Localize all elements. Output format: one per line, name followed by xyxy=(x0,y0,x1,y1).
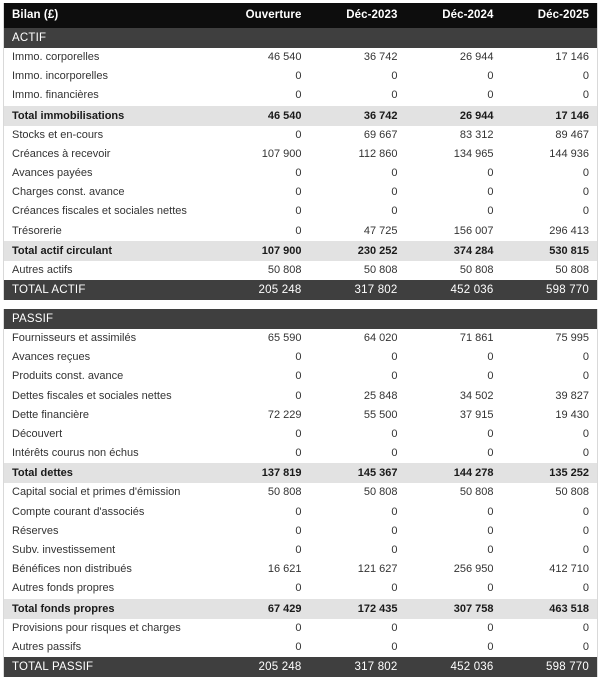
table-row xyxy=(4,261,598,280)
row-value-ouverture: 72 229 xyxy=(214,406,310,425)
table-row xyxy=(4,425,598,444)
row-value-dec2025: 19 430 xyxy=(502,406,598,425)
grand-total-row xyxy=(4,657,598,677)
subtotal-row xyxy=(4,106,598,126)
table-row xyxy=(4,67,598,86)
row-value-dec2025: 0 xyxy=(502,522,598,541)
row-value-dec2025: 17 146 xyxy=(502,106,598,126)
row-label: Dettes fiscales et sociales nettes xyxy=(4,387,214,406)
row-value-dec2024: 50 808 xyxy=(406,483,502,502)
row-value-dec2023: 0 xyxy=(310,522,406,541)
row-value-dec2025: 0 xyxy=(502,164,598,183)
row-value-dec2023: 36 742 xyxy=(310,48,406,67)
row-value-dec2024: 83 312 xyxy=(406,126,502,145)
row-label: Découvert xyxy=(4,425,214,444)
row-value-dec2024: 452 036 xyxy=(406,280,502,300)
row-value-dec2025: 0 xyxy=(502,183,598,202)
table-row xyxy=(4,444,598,463)
row-value-dec2025: 0 xyxy=(502,348,598,367)
table-row xyxy=(4,406,598,425)
row-value-dec2024: 452 036 xyxy=(406,657,502,677)
row-value-dec2024: 0 xyxy=(406,183,502,202)
row-value-dec2024: 256 950 xyxy=(406,560,502,579)
table-header-row xyxy=(4,3,598,28)
balance-sheet-table xyxy=(3,3,598,677)
row-value-ouverture: 0 xyxy=(214,522,310,541)
row-value-dec2025: 463 518 xyxy=(502,599,598,619)
row-value-dec2024: 307 758 xyxy=(406,599,502,619)
row-label: Autres passifs xyxy=(4,638,214,657)
row-value-dec2025: 89 467 xyxy=(502,126,598,145)
row-value-dec2025: 0 xyxy=(502,86,598,105)
row-value-dec2023: 69 667 xyxy=(310,126,406,145)
row-value-ouverture: 67 429 xyxy=(214,599,310,619)
row-label: Total dettes xyxy=(4,463,214,483)
row-value-dec2023: 0 xyxy=(310,444,406,463)
row-value-dec2023: 0 xyxy=(310,579,406,598)
table-row xyxy=(4,329,598,348)
table-head xyxy=(4,3,598,28)
row-value-dec2024: 0 xyxy=(406,367,502,386)
row-value-dec2023: 25 848 xyxy=(310,387,406,406)
row-value-ouverture: 0 xyxy=(214,367,310,386)
subtotal-row xyxy=(4,463,598,483)
row-label: Avances reçues xyxy=(4,348,214,367)
row-value-ouverture: 0 xyxy=(214,619,310,638)
row-value-ouverture: 0 xyxy=(214,86,310,105)
row-value-dec2025: 0 xyxy=(502,367,598,386)
row-value-dec2024: 0 xyxy=(406,619,502,638)
row-value-dec2023: 230 252 xyxy=(310,241,406,261)
row-value-dec2024: 50 808 xyxy=(406,261,502,280)
row-value-ouverture: 0 xyxy=(214,541,310,560)
table-row xyxy=(4,483,598,502)
row-value-dec2024: 0 xyxy=(406,541,502,560)
row-value-dec2025: 0 xyxy=(502,541,598,560)
row-label: Créances fiscales et sociales nettes xyxy=(4,202,214,221)
column-header-label: Bilan (£) xyxy=(4,3,214,28)
row-value-dec2023: 0 xyxy=(310,348,406,367)
row-label: Trésorerie xyxy=(4,222,214,241)
row-value-ouverture: 46 540 xyxy=(214,48,310,67)
row-label: Autres actifs xyxy=(4,261,214,280)
row-value-ouverture: 0 xyxy=(214,126,310,145)
table-row xyxy=(4,522,598,541)
row-value-dec2024: 71 861 xyxy=(406,329,502,348)
row-value-dec2024: 0 xyxy=(406,444,502,463)
row-label: Immo. financières xyxy=(4,86,214,105)
row-value-dec2023: 0 xyxy=(310,164,406,183)
row-value-dec2024: 0 xyxy=(406,164,502,183)
row-label: TOTAL PASSIF xyxy=(4,657,214,677)
row-value-dec2024: 0 xyxy=(406,202,502,221)
row-value-dec2024: 144 278 xyxy=(406,463,502,483)
row-label: ACTIF xyxy=(4,28,214,48)
row-value-ouverture: 50 808 xyxy=(214,483,310,502)
row-label: Total immobilisations xyxy=(4,106,214,126)
row-label: Capital social et primes d'émission xyxy=(4,483,214,502)
row-value-dec2024: 0 xyxy=(406,86,502,105)
row-label: Autres fonds propres xyxy=(4,579,214,598)
column-header-dec2025: Déc-2025 xyxy=(502,3,598,28)
row-label: Charges const. avance xyxy=(4,183,214,202)
row-value-dec2024: 134 965 xyxy=(406,145,502,164)
subtotal-row xyxy=(4,599,598,619)
row-value-ouverture: 46 540 xyxy=(214,106,310,126)
row-label: Réserves xyxy=(4,522,214,541)
row-value-dec2025: 17 146 xyxy=(502,48,598,67)
table-row xyxy=(4,222,598,241)
row-value-dec2025: 0 xyxy=(502,67,598,86)
row-label: Compte courant d'associés xyxy=(4,503,214,522)
row-label: Immo. corporelles xyxy=(4,48,214,67)
row-value-dec2024 xyxy=(406,28,502,48)
row-value-ouverture: 0 xyxy=(214,202,310,221)
row-value-dec2023: 0 xyxy=(310,183,406,202)
row-value-dec2023: 0 xyxy=(310,86,406,105)
row-value-dec2023: 50 808 xyxy=(310,261,406,280)
row-value-dec2024: 26 944 xyxy=(406,106,502,126)
table-row xyxy=(4,86,598,105)
row-value-dec2023: 317 802 xyxy=(310,657,406,677)
column-header-dec2024: Déc-2024 xyxy=(406,3,502,28)
table-row xyxy=(4,367,598,386)
row-value-ouverture: 107 900 xyxy=(214,241,310,261)
row-value-dec2024: 156 007 xyxy=(406,222,502,241)
section-header-row xyxy=(4,309,598,329)
spacer-row xyxy=(4,300,598,309)
row-value-dec2025 xyxy=(502,309,598,329)
row-value-dec2025: 0 xyxy=(502,579,598,598)
row-value-ouverture xyxy=(214,28,310,48)
row-value-ouverture: 65 590 xyxy=(214,329,310,348)
row-label: Fournisseurs et assimilés xyxy=(4,329,214,348)
row-value-dec2023: 112 860 xyxy=(310,145,406,164)
row-value-dec2023: 0 xyxy=(310,425,406,444)
row-value-dec2025: 412 710 xyxy=(502,560,598,579)
row-value-dec2025: 0 xyxy=(502,619,598,638)
row-value-dec2025: 598 770 xyxy=(502,280,598,300)
table-row xyxy=(4,503,598,522)
row-value-dec2024: 26 944 xyxy=(406,48,502,67)
row-label: Total fonds propres xyxy=(4,599,214,619)
row-value-dec2025: 296 413 xyxy=(502,222,598,241)
row-value-ouverture: 0 xyxy=(214,222,310,241)
row-value-dec2023: 0 xyxy=(310,619,406,638)
row-value-ouverture: 0 xyxy=(214,638,310,657)
row-value-dec2023: 64 020 xyxy=(310,329,406,348)
row-value-ouverture: 0 xyxy=(214,444,310,463)
row-value-dec2023 xyxy=(310,309,406,329)
table-row xyxy=(4,579,598,598)
row-value-dec2023: 55 500 xyxy=(310,406,406,425)
row-label: Provisions pour risques et charges xyxy=(4,619,214,638)
row-label: Avances payées xyxy=(4,164,214,183)
row-label: TOTAL ACTIF xyxy=(4,280,214,300)
row-value-ouverture xyxy=(214,309,310,329)
row-value-dec2023: 121 627 xyxy=(310,560,406,579)
table-row xyxy=(4,202,598,221)
table-row xyxy=(4,387,598,406)
row-label: Bénéfices non distribués xyxy=(4,560,214,579)
row-value-dec2025 xyxy=(502,28,598,48)
row-value-dec2025: 0 xyxy=(502,503,598,522)
row-value-dec2024: 0 xyxy=(406,348,502,367)
row-value-dec2024 xyxy=(406,309,502,329)
spacer-cell xyxy=(4,300,598,309)
row-value-dec2025: 0 xyxy=(502,202,598,221)
row-value-dec2023: 0 xyxy=(310,67,406,86)
row-value-ouverture: 107 900 xyxy=(214,145,310,164)
row-label: Produits const. avance xyxy=(4,367,214,386)
row-value-dec2023: 0 xyxy=(310,202,406,221)
row-value-ouverture: 205 248 xyxy=(214,657,310,677)
row-value-dec2023: 0 xyxy=(310,367,406,386)
grand-total-row xyxy=(4,280,598,300)
table-row xyxy=(4,619,598,638)
row-value-dec2024: 0 xyxy=(406,579,502,598)
row-value-dec2025: 530 815 xyxy=(502,241,598,261)
row-value-dec2025: 50 808 xyxy=(502,483,598,502)
row-value-ouverture: 0 xyxy=(214,387,310,406)
row-value-dec2024: 374 284 xyxy=(406,241,502,261)
row-value-ouverture: 0 xyxy=(214,579,310,598)
row-value-dec2025: 75 995 xyxy=(502,329,598,348)
table-row xyxy=(4,560,598,579)
row-value-dec2023: 36 742 xyxy=(310,106,406,126)
row-value-dec2023: 0 xyxy=(310,503,406,522)
row-value-ouverture: 137 819 xyxy=(214,463,310,483)
row-value-ouverture: 0 xyxy=(214,164,310,183)
row-value-ouverture: 0 xyxy=(214,348,310,367)
column-header-ouverture: Ouverture xyxy=(214,3,310,28)
row-label: Total actif circulant xyxy=(4,241,214,261)
row-value-dec2025: 50 808 xyxy=(502,261,598,280)
row-value-ouverture: 0 xyxy=(214,503,310,522)
table-row xyxy=(4,48,598,67)
row-value-dec2025: 39 827 xyxy=(502,387,598,406)
row-label: Stocks et en-cours xyxy=(4,126,214,145)
row-label: Subv. investissement xyxy=(4,541,214,560)
row-label: Créances à recevoir xyxy=(4,145,214,164)
row-value-dec2024: 37 915 xyxy=(406,406,502,425)
row-value-dec2023: 145 367 xyxy=(310,463,406,483)
row-value-ouverture: 205 248 xyxy=(214,280,310,300)
row-value-dec2024: 34 502 xyxy=(406,387,502,406)
row-value-ouverture: 16 621 xyxy=(214,560,310,579)
row-value-ouverture: 0 xyxy=(214,183,310,202)
table-row xyxy=(4,183,598,202)
column-header-dec2023: Déc-2023 xyxy=(310,3,406,28)
subtotal-row xyxy=(4,241,598,261)
row-value-dec2024: 0 xyxy=(406,503,502,522)
row-value-dec2023: 0 xyxy=(310,541,406,560)
row-value-ouverture: 0 xyxy=(214,67,310,86)
row-value-dec2023: 172 435 xyxy=(310,599,406,619)
row-value-dec2025: 0 xyxy=(502,638,598,657)
row-value-ouverture: 50 808 xyxy=(214,261,310,280)
row-value-dec2025: 598 770 xyxy=(502,657,598,677)
row-value-dec2024: 0 xyxy=(406,638,502,657)
section-header-row xyxy=(4,28,598,48)
row-value-dec2025: 0 xyxy=(502,444,598,463)
table-row xyxy=(4,638,598,657)
row-value-dec2025: 0 xyxy=(502,425,598,444)
row-value-dec2024: 0 xyxy=(406,522,502,541)
row-value-ouverture: 0 xyxy=(214,425,310,444)
table-row xyxy=(4,348,598,367)
table-body xyxy=(4,28,598,677)
row-value-dec2023 xyxy=(310,28,406,48)
row-value-dec2023: 47 725 xyxy=(310,222,406,241)
row-value-dec2024: 0 xyxy=(406,425,502,444)
row-value-dec2023: 50 808 xyxy=(310,483,406,502)
row-label: Intérêts courus non échus xyxy=(4,444,214,463)
table-row xyxy=(4,126,598,145)
row-value-dec2024: 0 xyxy=(406,67,502,86)
table-row xyxy=(4,541,598,560)
row-label: PASSIF xyxy=(4,309,214,329)
row-label: Dette financière xyxy=(4,406,214,425)
table-row xyxy=(4,164,598,183)
row-value-dec2023: 0 xyxy=(310,638,406,657)
table-row xyxy=(4,145,598,164)
row-value-dec2023: 317 802 xyxy=(310,280,406,300)
row-value-dec2025: 144 936 xyxy=(502,145,598,164)
row-value-dec2025: 135 252 xyxy=(502,463,598,483)
row-label: Immo. incorporelles xyxy=(4,67,214,86)
